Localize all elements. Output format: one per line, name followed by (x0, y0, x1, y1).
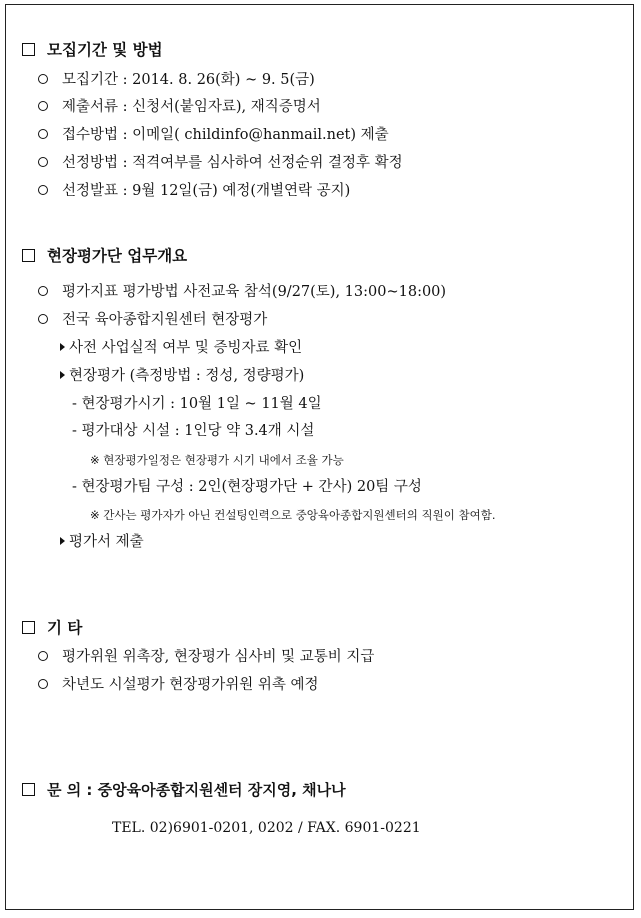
list-item: 모집기간 : 2014. 8. 26(화) ~ 9. 5(금) (38, 70, 315, 90)
circle-bullet-icon (38, 286, 48, 296)
section-heading-overview: 현장평가단 업무개요 (22, 246, 187, 266)
circle-bullet-icon (38, 101, 48, 111)
list-item: 전국 육아종합지원센터 현장평가 (38, 310, 267, 330)
list-item: 평가지표 평가방법 사전교육 참석(9/27(토), 13:00~18:00) (38, 282, 446, 302)
dash-item: - 평가대상 시설 : 1인당 약 3.4개 시설 (72, 423, 315, 439)
circle-bullet-icon (38, 157, 48, 167)
note-text: ※ 현장평가일정은 현장평가 시기 내에서 조율 가능 (90, 453, 344, 467)
circle-bullet-icon (38, 651, 48, 661)
note-text: ※ 간사는 평가자가 아닌 컨설팅인력으로 중앙육아종합지원센터의 직원이 참여함. (90, 508, 496, 522)
section-heading-etc: 기 타 (22, 618, 82, 638)
circle-bullet-icon (38, 74, 48, 84)
circle-bullet-icon (38, 314, 48, 324)
list-item: 제출서류 : 신청서(붙임자료), 재직증명서 (38, 97, 321, 117)
section-heading-recruit: 모집기간 및 방법 (22, 40, 163, 60)
triangle-bullet-icon (60, 371, 65, 379)
contact-heading: 문 의 : 중앙육아종합지원센터 장지영, 채나나 (22, 780, 346, 800)
circle-bullet-icon (38, 679, 48, 689)
contact-phone-fax: TEL. 02)6901-0201, 0202 / FAX. 6901-0221 (112, 820, 421, 836)
sub-list-item: 사전 사업실적 여부 및 증빙자료 확인 (60, 338, 302, 358)
circle-bullet-icon (38, 185, 48, 195)
list-item: 선정발표 : 9월 12일(금) 예정(개별연락 공지) (38, 181, 350, 201)
sub-list-item: 현장평가 (측정방법 : 정성, 정량평가) (60, 366, 304, 386)
triangle-bullet-icon (60, 537, 65, 545)
list-item: 선정방법 : 적격여부를 심사하여 선정순위 결정후 확정 (38, 153, 403, 173)
list-item: 평가위원 위촉장, 현장평가 심사비 및 교통비 지급 (38, 647, 374, 667)
list-item: 차년도 시설평가 현장평가위원 위촉 예정 (38, 675, 319, 695)
checkbox-square-icon (22, 621, 35, 634)
circle-bullet-icon (38, 129, 48, 139)
triangle-bullet-icon (60, 343, 65, 351)
list-item: 접수방법 : 이메일( childinfo@hanmail.net) 제출 (38, 125, 389, 145)
dash-item: - 현장평가팀 구성 : 2인(현장평가단 + 간사) 20팀 구성 (72, 479, 422, 495)
checkbox-square-icon (22, 783, 35, 796)
checkbox-square-icon (22, 249, 35, 262)
dash-item: - 현장평가시기 : 10월 1일 ~ 11월 4일 (72, 396, 322, 412)
checkbox-square-icon (22, 43, 35, 56)
sub-list-item: 평가서 제출 (60, 532, 144, 552)
